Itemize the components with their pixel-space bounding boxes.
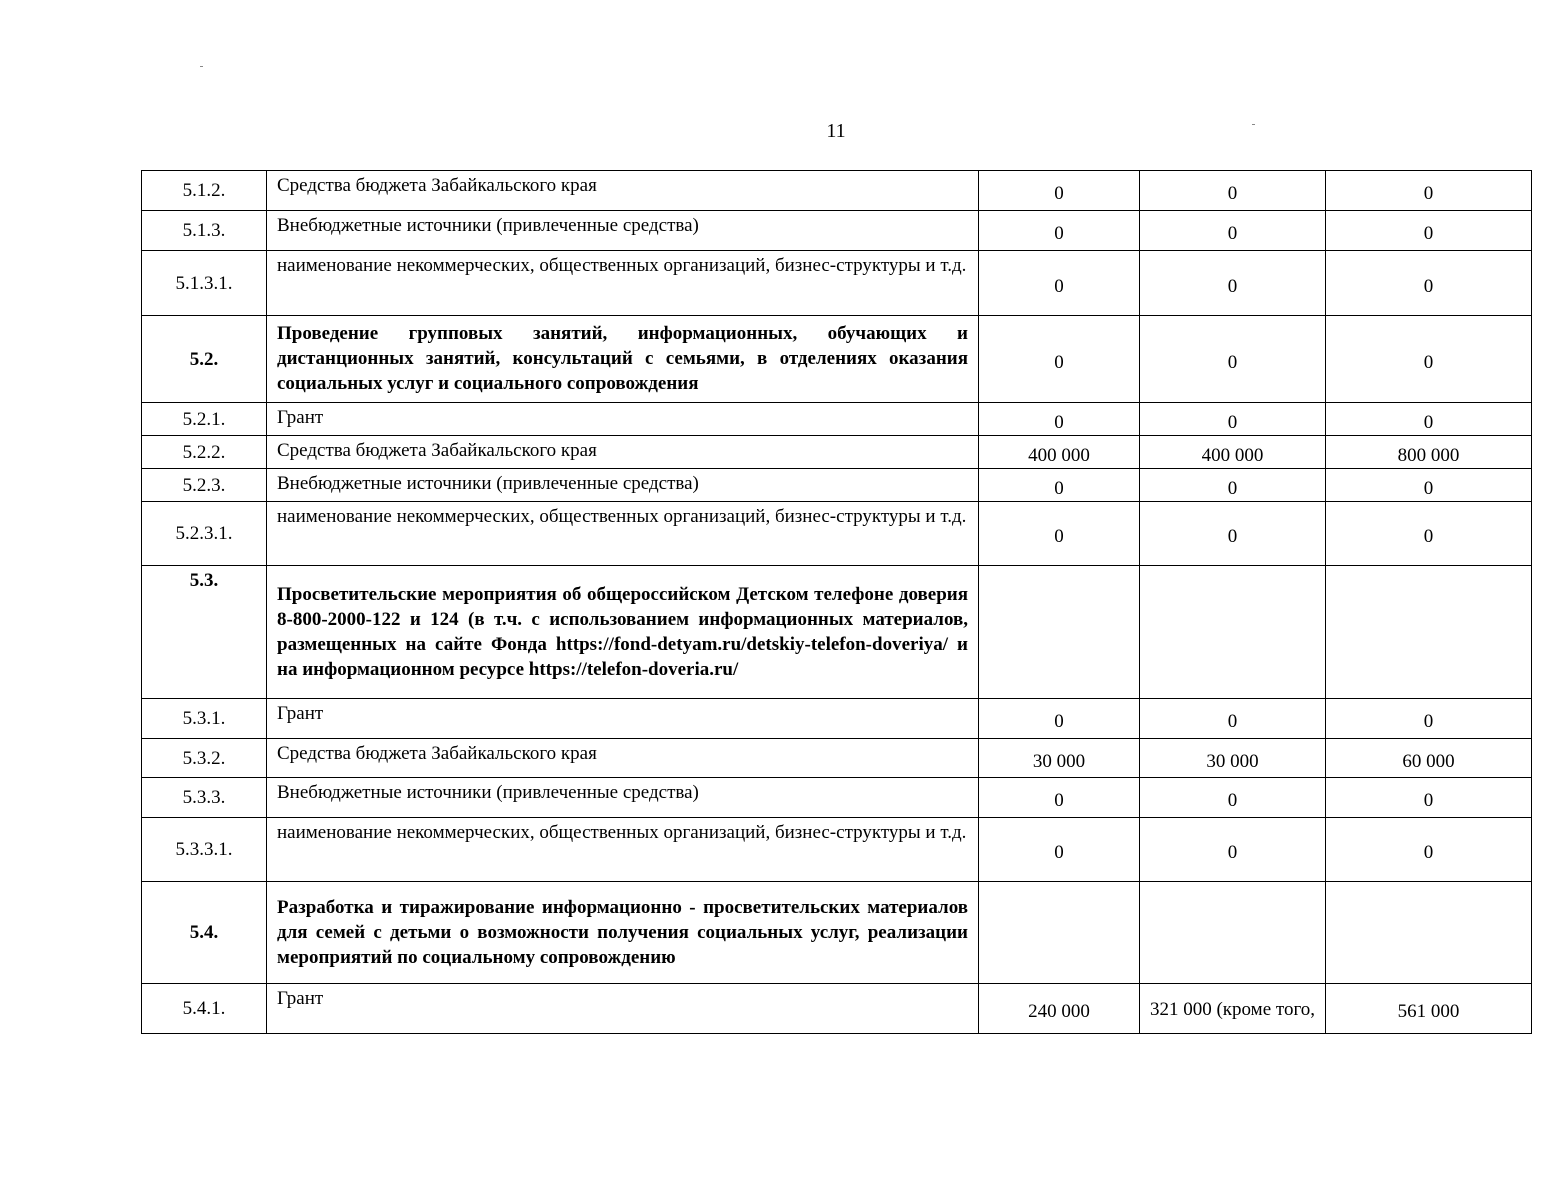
value-col-3: 0 bbox=[1326, 778, 1532, 818]
value-col-3: 0 bbox=[1326, 251, 1532, 316]
row-number: 5.1.2. bbox=[142, 171, 267, 211]
table-row bbox=[142, 502, 1532, 566]
row-number: 5.3.1. bbox=[142, 699, 267, 739]
value-col-1: 0 bbox=[979, 211, 1140, 251]
value-col-1: 400 000 bbox=[979, 436, 1140, 469]
row-number: 5.2.2. bbox=[142, 436, 267, 469]
value-col-1: 0 bbox=[979, 171, 1140, 211]
row-number: 5.2.1. bbox=[142, 403, 267, 436]
row-number: 5.1.3.1. bbox=[142, 251, 267, 316]
value-col-3: 0 bbox=[1326, 211, 1532, 251]
value-col-2: 0 bbox=[1140, 778, 1326, 818]
budget-table bbox=[141, 170, 1532, 1034]
value-col-1: 0 bbox=[979, 818, 1140, 882]
value-col-1 bbox=[979, 566, 1140, 699]
table-row bbox=[142, 316, 1532, 403]
row-description: наименование некоммерческих, общественных организаций, бизнес-структуры и т.д. bbox=[267, 251, 979, 316]
table-row bbox=[142, 171, 1532, 211]
page-number: 11 bbox=[826, 120, 846, 142]
value-col-1: 0 bbox=[979, 251, 1140, 316]
value-col-3: 0 bbox=[1326, 502, 1532, 566]
row-description: Средства бюджета Забайкальского края bbox=[267, 436, 979, 469]
scan-speck bbox=[200, 66, 203, 67]
value-col-2: 0 bbox=[1140, 502, 1326, 566]
value-col-2 bbox=[1140, 882, 1326, 984]
value-col-2: 0 bbox=[1140, 251, 1326, 316]
row-number: 5.3.3. bbox=[142, 778, 267, 818]
table-row bbox=[142, 739, 1532, 778]
row-number: 5.2.3. bbox=[142, 469, 267, 502]
row-description: Просветительские мероприятия об общероссийском Детском телефоне доверия 8-800-2000-122 и 124 (в т.ч. с использованием информационных материалов, размещенных на сайте Фонда https://fond-detyam.ru/detskiy-telefon-doveriya/ и на информационном ресурсе https://telefon-doveria.ru/ bbox=[267, 566, 979, 699]
value-col-1: 240 000 bbox=[979, 984, 1140, 1034]
value-col-3 bbox=[1326, 566, 1532, 699]
row-number: 5.3.2. bbox=[142, 739, 267, 778]
row-description: наименование некоммерческих, общественных организаций, бизнес-структуры и т.д. bbox=[267, 818, 979, 882]
value-col-3: 0 bbox=[1326, 699, 1532, 739]
row-number: 5.1.3. bbox=[142, 211, 267, 251]
value-col-2: 0 bbox=[1140, 171, 1326, 211]
row-description: Внебюджетные источники (привлеченные средства) bbox=[267, 211, 979, 251]
row-description: Средства бюджета Забайкальского края bbox=[267, 739, 979, 778]
value-col-2: 0 bbox=[1140, 699, 1326, 739]
row-description: Проведение групповых занятий, информационных, обучающих и дистанционных занятий, консультаций с семьями, в отделениях оказания социальных услуг и социального сопровождения bbox=[267, 316, 979, 403]
row-description: Средства бюджета Забайкальского края bbox=[267, 171, 979, 211]
table-row bbox=[142, 984, 1532, 1034]
row-number: 5.3. bbox=[142, 566, 267, 699]
table-row bbox=[142, 436, 1532, 469]
table-row bbox=[142, 882, 1532, 984]
value-col-3: 0 bbox=[1326, 469, 1532, 502]
table-row bbox=[142, 566, 1532, 699]
value-col-1 bbox=[979, 882, 1140, 984]
value-col-2: 30 000 bbox=[1140, 739, 1326, 778]
row-number: 5.4.1. bbox=[142, 984, 267, 1034]
row-number: 5.2. bbox=[142, 316, 267, 403]
value-col-1: 0 bbox=[979, 502, 1140, 566]
value-col-3: 0 bbox=[1326, 403, 1532, 436]
value-col-2 bbox=[1140, 566, 1326, 699]
row-number: 5.2.3.1. bbox=[142, 502, 267, 566]
value-col-2: 400 000 bbox=[1140, 436, 1326, 469]
row-description: Внебюджетные источники (привлеченные средства) bbox=[267, 778, 979, 818]
row-description: Разработка и тиражирование информационно - просветительских материалов для семей с детьми о возможности получения социальных услуг, реализации мероприятий по социальному сопровождению bbox=[267, 882, 979, 984]
value-col-1: 0 bbox=[979, 316, 1140, 403]
row-description: наименование некоммерческих, общественных организаций, бизнес-структуры и т.д. bbox=[267, 502, 979, 566]
row-description: Грант bbox=[267, 984, 979, 1034]
value-col-3: 0 bbox=[1326, 316, 1532, 403]
scan-speck bbox=[1252, 124, 1255, 125]
value-col-2: 0 bbox=[1140, 469, 1326, 502]
value-col-2: 0 bbox=[1140, 403, 1326, 436]
value-col-3: 60 000 bbox=[1326, 739, 1532, 778]
value-col-3: 0 bbox=[1326, 171, 1532, 211]
row-number: 5.4. bbox=[142, 882, 267, 984]
value-col-1: 0 bbox=[979, 699, 1140, 739]
row-number: 5.3.3.1. bbox=[142, 818, 267, 882]
row-description: Внебюджетные источники (привлеченные средства) bbox=[267, 469, 979, 502]
value-col-3: 800 000 bbox=[1326, 436, 1532, 469]
value-col-2: 321 000 (кроме того, bbox=[1140, 984, 1326, 1034]
table-row bbox=[142, 818, 1532, 882]
value-col-1: 0 bbox=[979, 469, 1140, 502]
value-col-3 bbox=[1326, 882, 1532, 984]
value-col-2: 0 bbox=[1140, 316, 1326, 403]
value-col-1: 0 bbox=[979, 778, 1140, 818]
value-col-3: 561 000 bbox=[1326, 984, 1532, 1034]
value-col-1: 0 bbox=[979, 403, 1140, 436]
row-description: Грант bbox=[267, 403, 979, 436]
value-col-1: 30 000 bbox=[979, 739, 1140, 778]
table-row bbox=[142, 211, 1532, 251]
value-col-3: 0 bbox=[1326, 818, 1532, 882]
table-row bbox=[142, 699, 1532, 739]
value-col-2: 0 bbox=[1140, 211, 1326, 251]
table-row bbox=[142, 403, 1532, 436]
row-description: Грант bbox=[267, 699, 979, 739]
table-row bbox=[142, 251, 1532, 316]
table-row bbox=[142, 778, 1532, 818]
table-row bbox=[142, 469, 1532, 502]
value-col-2: 0 bbox=[1140, 818, 1326, 882]
